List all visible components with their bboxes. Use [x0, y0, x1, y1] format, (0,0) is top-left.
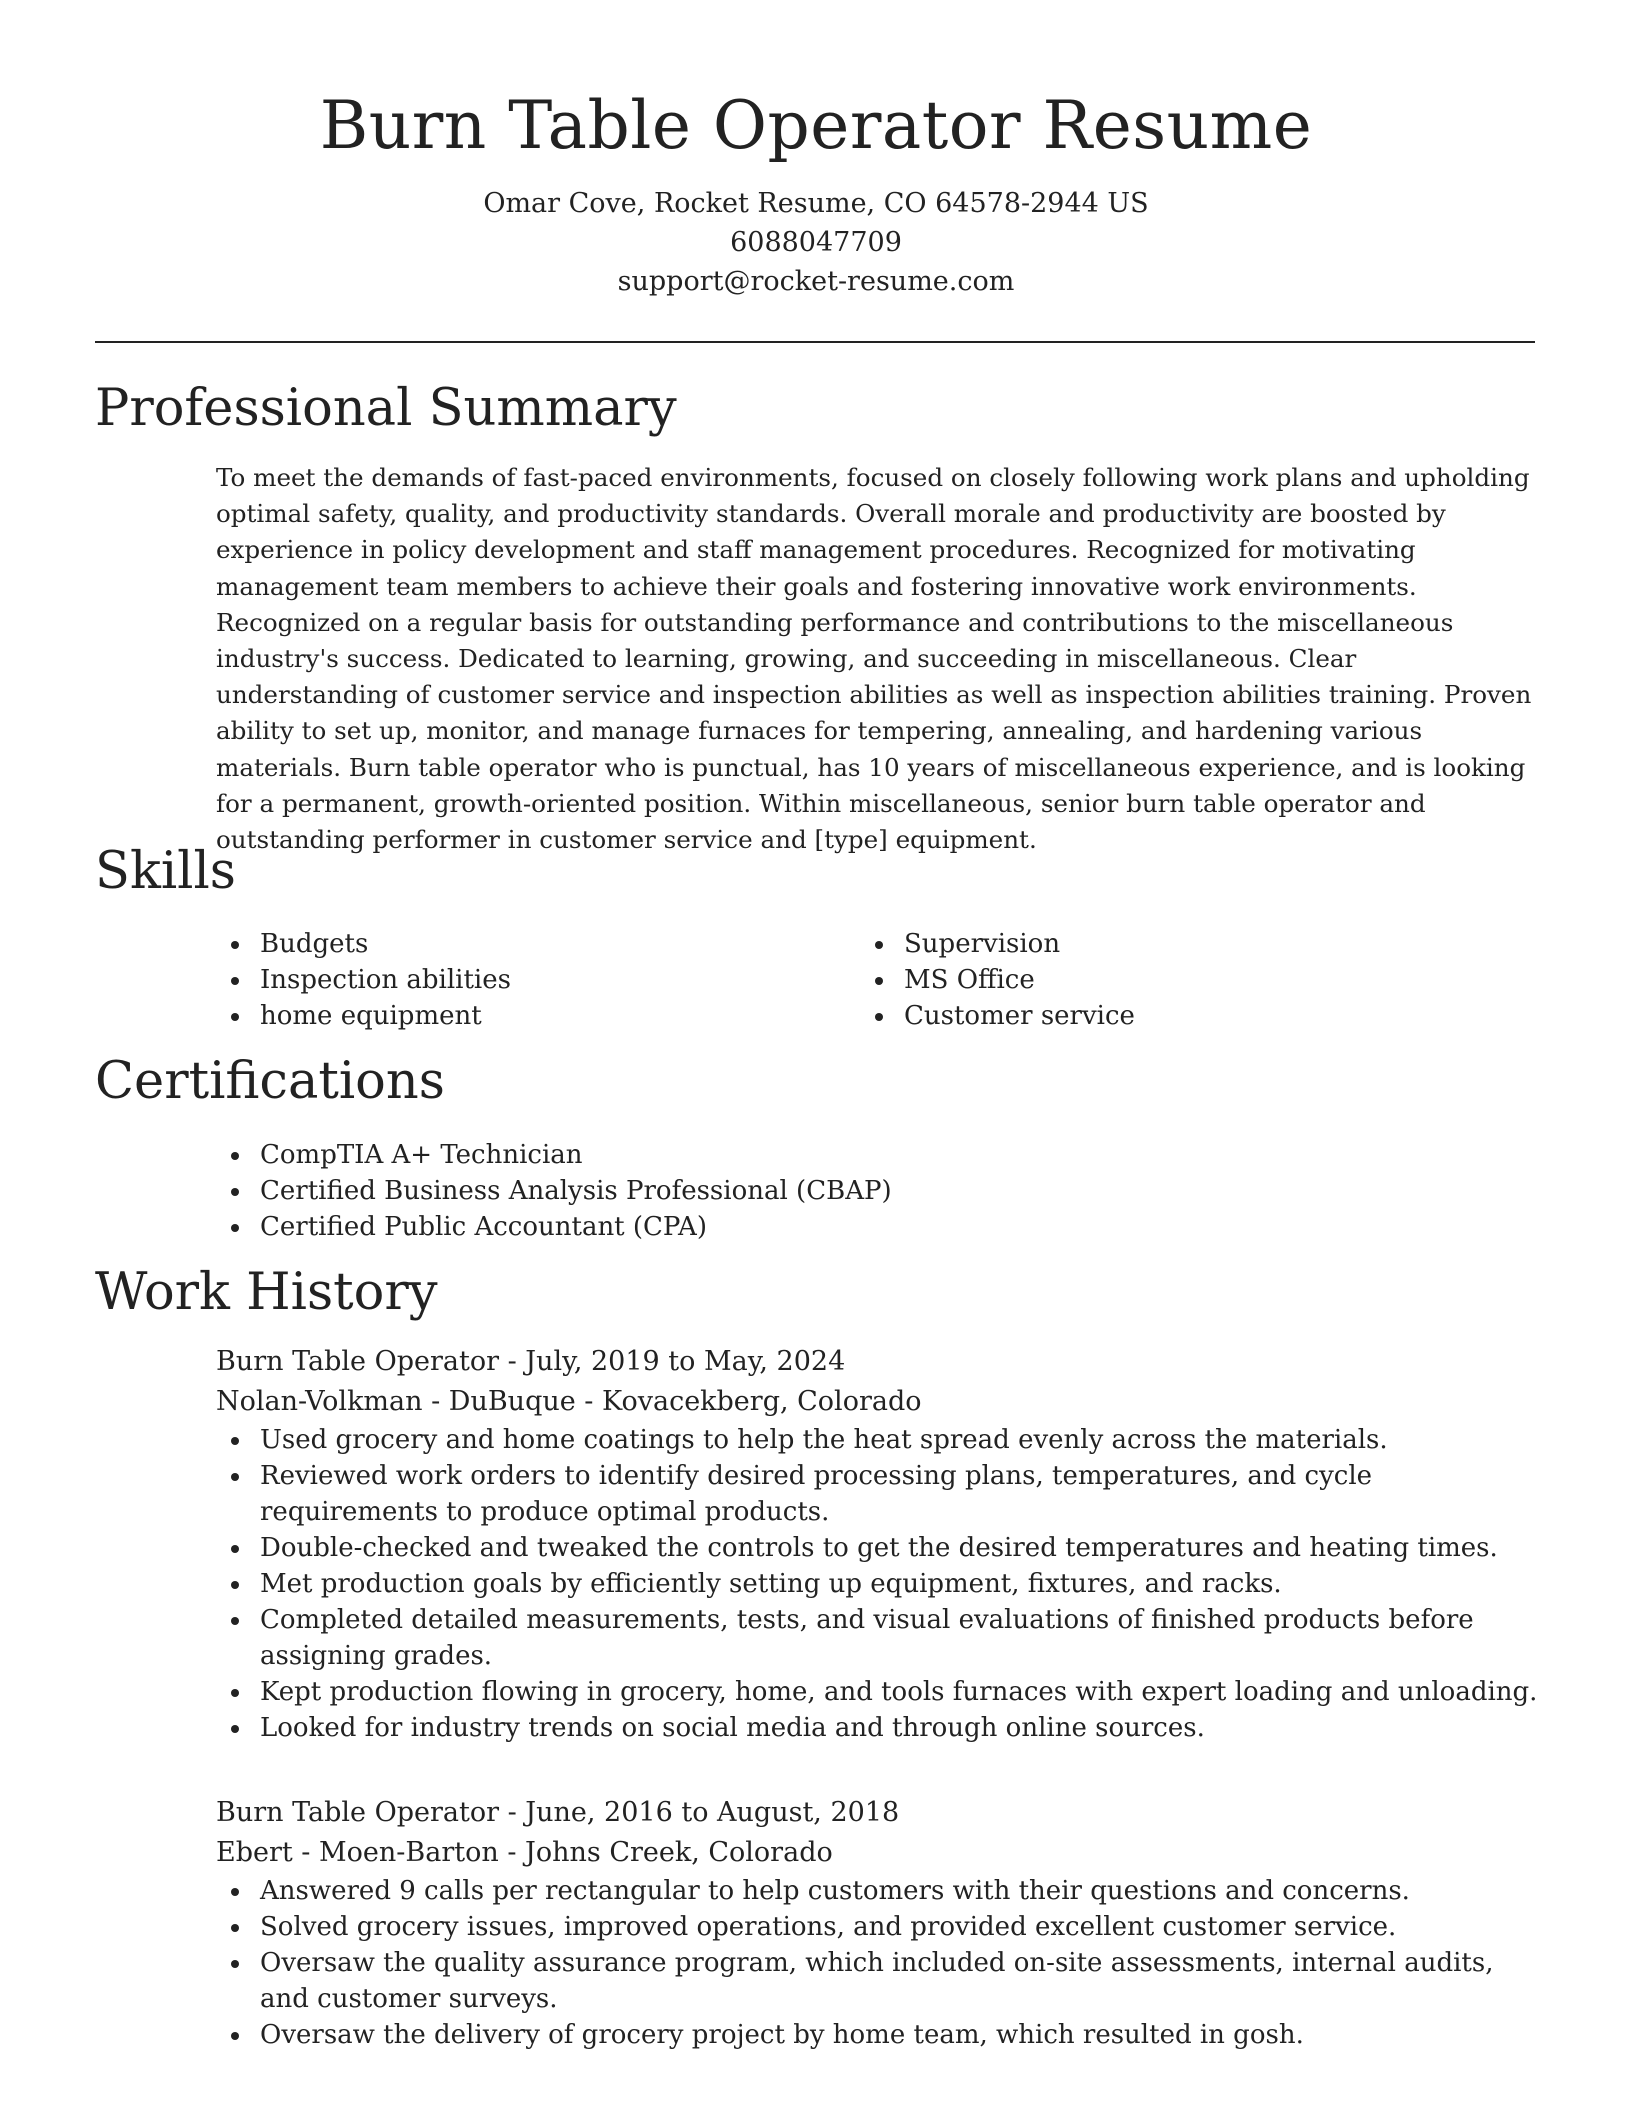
job-duties-list — [216, 1873, 1538, 2053]
contact-address: Omar Cove, Rocket Resume, CO 64578-2944 US — [483, 188, 1149, 219]
job-duty: Looked for industry trends on social media and through online sources. — [216, 1710, 1538, 1746]
job-duty: Answered 9 calls per rectangular to help customers with their questions and concerns. — [216, 1873, 1538, 1909]
certification-item: CompTIA A+ Technician — [216, 1137, 1516, 1173]
contact-phone: 6088047709 — [730, 227, 902, 258]
header-divider — [95, 341, 1535, 343]
certification-item: Certified Public Accountant (CPA) — [216, 1209, 1516, 1245]
job-duties-list — [216, 1422, 1538, 1746]
skill-item: MS Office — [860, 962, 1460, 998]
job-title-dates: Burn Table Operator - July, 2019 to May, 2024 — [216, 1346, 846, 1377]
summary-text: To meet the demands of fast-paced environments, focused on closely following work plans and upholding optimal safety, quality, and productivity standards. Overall morale and productivity are boosted by experience in policy development and staff management procedures. Recognized for motivating management team members to achieve their goals and fostering innovative work environments. Recognized on a regular basis for outstanding performance and contributions to the miscellaneous industry's success. Dedicated to learning, growing, and succeeding in miscellaneous. Clear understanding of customer service and inspection abilities as well as inspection abilities training. Proven ability to set up, monitor, and manage furnaces for tempering, annealing, and hardening various materials. Burn table operator who is punctual, has 10 years of miscellaneous experience, and is looking for a permanent, growth-oriented position. Within miscellaneous, senior burn table operator and outstanding performer in customer service and [type] equipment. — [216, 463, 1532, 855]
certifications-section — [216, 1137, 1516, 1245]
skill-item: Inspection abilities — [216, 962, 816, 998]
skills-right-column — [860, 926, 1460, 1034]
job-title-dates: Burn Table Operator - June, 2016 to August, 2018 — [216, 1797, 900, 1828]
job-entry — [216, 1793, 1538, 2053]
job-duty: Double-checked and tweaked the controls to get the desired temperatures and heating times. — [216, 1530, 1538, 1566]
skills-heading: Skills — [95, 842, 236, 901]
job-duty: Solved grocery issues, improved operations, and provided excellent customer service. — [216, 1909, 1538, 1945]
job-duty: Oversaw the delivery of grocery project by home team, which resulted in gosh. — [216, 2017, 1538, 2053]
job-duty: Reviewed work orders to identify desired processing plans, temperatures, and cycle requirements to produce optimal products. — [216, 1458, 1538, 1530]
certifications-heading: Certifications — [95, 1052, 445, 1111]
job-entry — [216, 1342, 1538, 1746]
certifications-list — [216, 1137, 1516, 1245]
skill-item: Supervision — [860, 926, 1460, 962]
job-company-location: Nolan-Volkman - DuBuque - Kovacekberg, Colorado — [216, 1386, 922, 1417]
job-duty: Met production goals by efficiently setting up equipment, fixtures, and racks. — [216, 1566, 1538, 1602]
certification-item: Certified Business Analysis Professional (CBAP) — [216, 1173, 1516, 1209]
job-duty: Kept production flowing in grocery, home, and tools furnaces with expert loading and unloading. — [216, 1674, 1538, 1710]
skills-list-right — [860, 926, 1460, 1034]
skills-list-left — [216, 926, 816, 1034]
contact-info — [0, 184, 1632, 301]
resume-header — [0, 0, 1632, 301]
page-title: Burn Table Operator Resume — [319, 87, 1313, 164]
contact-email[interactable]: support@rocket-resume.com — [617, 266, 1015, 297]
work-history-heading: Work History — [95, 1263, 438, 1322]
summary-heading: Professional Summary — [95, 379, 677, 438]
job-duty: Completed detailed measurements, tests, and visual evaluations of finished products before assigning grades. — [216, 1602, 1538, 1674]
job-duty: Oversaw the quality assurance program, which included on-site assessments, internal audits, and customer surveys. — [216, 1945, 1538, 2017]
skill-item: Customer service — [860, 998, 1460, 1034]
job-company-location: Ebert - Moen-Barton - Johns Creek, Colorado — [216, 1837, 833, 1868]
job-duty: Used grocery and home coatings to help the heat spread evenly across the materials. — [216, 1422, 1538, 1458]
skill-item: home equipment — [216, 998, 816, 1034]
skill-item: Budgets — [216, 926, 816, 962]
skills-left-column — [216, 926, 816, 1034]
